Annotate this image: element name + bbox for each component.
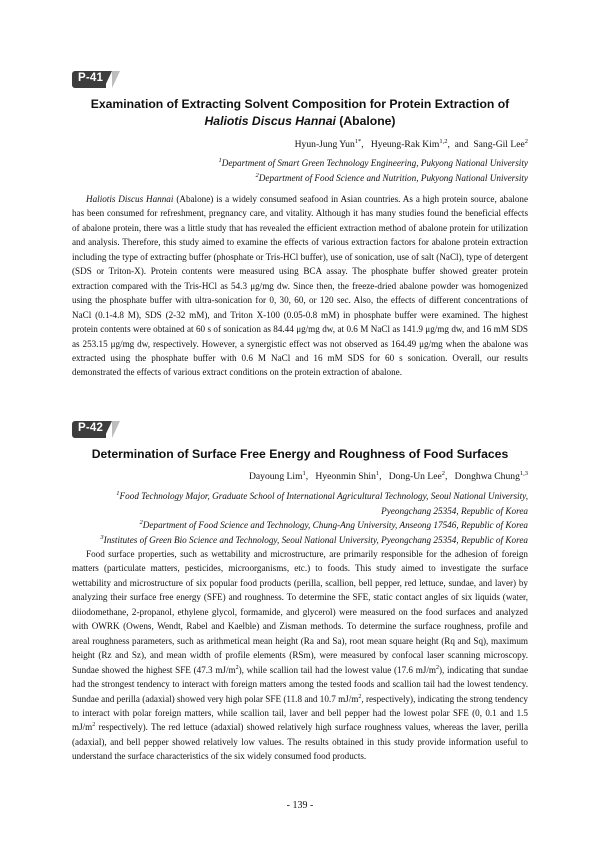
unit-sup: 2 — [435, 664, 439, 671]
affil-text: Department of Food Science and Technology, Chung-Ang University, Anseong 17546, Republic of Korea — [142, 520, 528, 531]
affil-sup: 2 — [139, 519, 143, 527]
abstract-text: (Abalone) is a widely consumed seafood in Asian countries. As a high protein source, abalone has been consumed for refreshment, pregnancy care, and vitality. Although it has many studies found the beneficial effects of abalone protein, there was a little study that has revealed the efficient extraction method of abalone protein for utilization and analysis. Therefore, this study aimed to examine the effects of various extraction factors for abalone protein extraction including the type of extracting buffer (phosphate or Tris-HCl buffer), use of sonication, use of salt (NaCl), type of detergent (SDS or Triton-X). Protein contents were measured using BCA assay. The phosphate buffer showed greater protein extraction compared with the Tris-HCl as 54.3 μg/mg dw. Since then, the freeze-dried abalone powder was homogenized using the phosphate buffer with ultra-sonication for 0, 30, 60, or 120 sec. Also, the effects of different concentrations of NaCl (0.1-4.8 M), SDS (2-32 mM), and Triton X-100 (0.05-0.8 mM) in phosphate buffer were examined. The highest protein contents were obtained at 60 s of sonication as 84.44 μg/mg dw, at 0.6 M NaCl as 141.9 μg/mg dw, and 16 mM SDS as 253.15 μg/mg dw, respectively. However, a synergistic effect was not observed as 164.49 μg/mg when the abalone was extracted using the phosphate buffer with 0.6 M NaCl and 16 mM SDS for 60 s sonication. Overall, our results demonstrated the effects of various extract conditions on the protein extraction of abalone. — [72, 194, 528, 378]
abstract-text: respectively). The red lettuce (adaxial) showed relatively high surface roughness values, whereas the laver, perilla (adaxial), and bell pepper showed relatively low values. The results obtained in this study provide information useful to understand the surface characteristics of the six widely consumed food products. — [72, 722, 528, 762]
affil-sup: 1 — [116, 490, 120, 497]
author-sup: 1,3 — [519, 470, 528, 477]
abstract-text: Food surface properties, such as wettability and microstructure, are primarily responsible for the adhesion of foreign matters (particulate matters, pesticides, microorganisms, etc.) to foods. This study aimed to investigate the surface wettability and microstructure of six popular food products (perilla, scallion, bell pepper, red lettuce, sundae, and laver) by analyzing their surface free energy (SFE) and roughness. To determine the SFE, static contact angles of six liquids (water, diiodomethane, 2-propanol, ethylene glycol, formamide, and glycerol) were measured on the food surfaces and analyzed with OWRK (Owens, Wendt, Rabel and Kaelble) and Zisman methods. To determine the surface roughness, profile and areal roughness parameters, such as arithmetical mean height (Ra and Sa), root mean square height (Rq and Sq), maximum height (Rz and Sz), and mean width of profile elements (RSm), were measured by confocal laser scanning microscopy. Sundae showed the highest SFE (47.3 mJ/m — [72, 549, 528, 675]
abstract-title — [60, 96, 540, 130]
affiliation — [58, 532, 528, 547]
abstract-code: P-41 — [78, 72, 104, 84]
author: Dong-Un Lee — [388, 471, 442, 483]
species-name: Haliotis Discus Hannai — [86, 194, 174, 204]
unit-sup: 2 — [358, 693, 362, 700]
abstract-text: ), indicating that sundae had the strongest tendency to interact with foreign matters among the tested foods and scallion tail had the lowest tendency. Sundae and perilla (adaxial) showed very high polar SFE (11.8 and 10.7 mJ/m — [72, 664, 528, 704]
abstract-body — [72, 192, 528, 380]
affil-text: Department of Smart Green Technology Engineering, Pukyong National University — [221, 158, 528, 169]
author: Hyun-Jung Yun — [294, 139, 355, 151]
abstract-code-badge — [72, 71, 120, 88]
unit-sup: 2 — [92, 722, 96, 729]
affiliation — [58, 170, 528, 185]
page-number: - 139 - — [286, 800, 314, 811]
affiliation-list — [58, 488, 528, 547]
affiliation — [58, 488, 528, 503]
author: Dayoung Lim — [248, 471, 303, 483]
author-sup: 1 — [375, 470, 380, 477]
affiliation-list — [58, 155, 528, 184]
affil-sup: 1 — [218, 157, 222, 164]
affiliation — [58, 155, 528, 170]
title-line: Examination of Extracting Solvent Composition for Protein Extraction of — [90, 97, 510, 111]
affil-text: Pyeongchang 25354, Republic of Korea — [381, 505, 528, 516]
author-list: Dayoung Lim$^1$, Hyeonmin Shin$^1$, Dong-Un Lee$^2$, Donghwa Chung$^{1,3}$ — [248, 470, 528, 483]
affil-sup: 3 — [100, 533, 104, 541]
author: Hyeonmin Shin — [315, 471, 376, 483]
title-suffix: (Abalone) — [335, 114, 396, 128]
affil-text: Department of Food Science and Nutrition, Pukyong National University — [258, 172, 528, 183]
affil-sup: 2 — [255, 171, 259, 179]
title-line: Determination of Surface Free Energy and Roughness of Food Surfaces — [91, 447, 509, 461]
author-sup: 1 — [302, 470, 306, 477]
abstract-body — [72, 547, 528, 764]
affiliation — [58, 503, 528, 518]
unit-sup: 2 — [235, 664, 239, 671]
affil-text: Food Technology Major, Graduate School of International Agricultural Technology, Seoul National University, — [119, 491, 528, 502]
abstract-text: , respectively), indicating the strong tendency to interact with polar foreign matters, while scallion tail, laver and bell pepper had the lowest polar SFE (0, 0.1 and 1.5 mJ/m — [72, 693, 528, 733]
author-sup: 1* — [354, 138, 362, 145]
author-sup: 2 — [441, 470, 445, 477]
species-name: Haliotis Discus Hannai — [204, 114, 336, 128]
author: Hyeung-Rak Kim — [370, 139, 440, 151]
abstract-code: P-42 — [78, 422, 104, 434]
title-line — [60, 113, 540, 130]
author-sup: 1,2 — [439, 138, 448, 145]
abstract-text: ), while scallion tail had the lowest value (17.6 mJ/m — [238, 664, 436, 675]
author-list: Hyun-Jung Yun$^{1*}$, Hyeung-Rak Kim$^{1,2}$, and Sang-Gil Lee$^2$ — [294, 138, 528, 151]
author: Donghwa Chung — [454, 471, 520, 483]
affil-text: Institutes of Green Bio Science and Technology, Seoul National University, Pyeongchang 25354, Republic of Korea — [103, 535, 528, 546]
abstract-title — [60, 446, 540, 463]
author-sup: 2 — [524, 138, 528, 145]
abstract-code-badge — [72, 421, 120, 438]
author: Sang-Gil Lee — [473, 139, 525, 151]
affiliation — [58, 517, 528, 532]
